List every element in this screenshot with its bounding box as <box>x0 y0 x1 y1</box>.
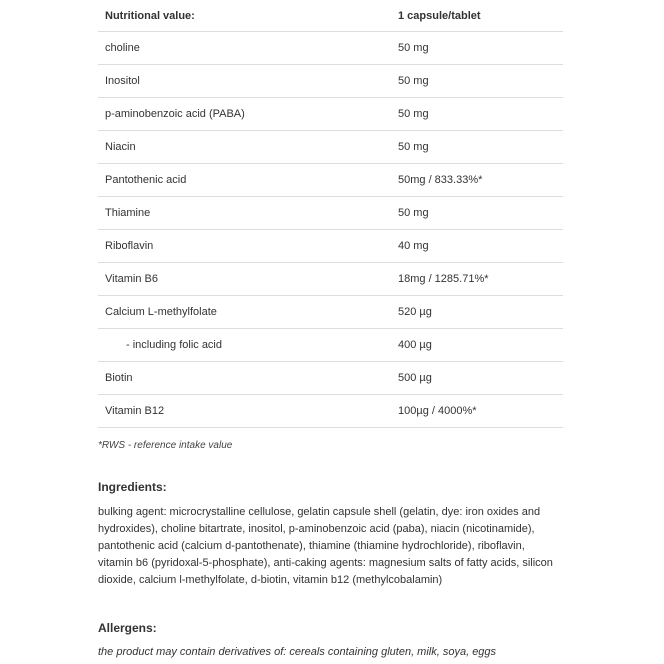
nutrient-name-cell: Inositol <box>98 65 391 98</box>
nutrient-name-cell: Biotin <box>98 362 391 395</box>
nutrient-amount-cell: 40 mg <box>391 230 563 263</box>
nutrient-amount-cell: 50 mg <box>391 131 563 164</box>
table-row <box>98 230 563 263</box>
allergens-text: the product may contain derivatives of: cereals containing gluten, milk, soya, eggs <box>98 646 497 658</box>
column-header-nutrient: Nutritional value: <box>98 0 391 32</box>
nutrient-name-cell: Pantothenic acid <box>98 164 391 197</box>
ingredients-heading: Ingredients: <box>98 480 167 494</box>
nutrient-amount-cell: 500 µg <box>391 362 563 395</box>
nutrient-amount-cell: 50 mg <box>391 32 563 65</box>
table-row <box>98 32 563 65</box>
nutrient-name-cell: Thiamine <box>98 197 391 230</box>
nutrient-name-cell: Vitamin B6 <box>98 263 391 296</box>
nutrient-name-cell: Vitamin B12 <box>98 395 391 428</box>
column-header-amount: 1 capsule/tablet <box>391 0 563 32</box>
table-row <box>98 98 563 131</box>
nutrient-name-cell: Riboflavin <box>98 230 391 263</box>
nutrient-name-cell: - including folic acid <box>98 329 391 362</box>
nutrient-amount-cell: 100µg / 4000%* <box>391 395 563 428</box>
table-row <box>98 263 563 296</box>
allergens-heading: Allergens: <box>98 621 157 635</box>
table-row <box>98 197 563 230</box>
table-row <box>98 131 563 164</box>
nutrient-amount-cell: 50 mg <box>391 197 563 230</box>
nutrient-amount-cell: 50mg / 833.33%* <box>391 164 563 197</box>
table-row <box>98 296 563 329</box>
ingredients-text: bulking agent: microcrystalline cellulose, gelatin capsule shell (gelatin, dye: iron oxides and hydroxides), choline bitartrate, inositol, p-aminobenzoic acid (paba), niacin (nicotinamide), pantothenic acid (calcium d-pantothenate), thiamine (thiamine hydrochloride), riboflavin, vitamin b6 (pyridoxal-5-phosphate), anti-caking agents: magnesium salts of fatty acids, silicon dioxide, calcium l-methylfolate, d-biotin, vitamin b12 (methylcobalamin) <box>98 506 553 586</box>
table-row <box>98 395 563 428</box>
nutrient-name-cell: Niacin <box>98 131 391 164</box>
nutrient-name-cell: p-aminobenzoic acid (PABA) <box>98 98 391 131</box>
table-row <box>98 65 563 98</box>
nutrient-amount-cell: 18mg / 1285.71%* <box>391 263 563 296</box>
table-row <box>98 329 563 362</box>
table-row <box>98 362 563 395</box>
nutrient-amount-cell: 50 mg <box>391 65 563 98</box>
nutrient-name-cell: Calcium L-methylfolate <box>98 296 391 329</box>
nutrition-table <box>98 0 563 428</box>
nutrient-amount-cell: 50 mg <box>391 98 563 131</box>
footnote: *RWS - reference intake value <box>98 440 233 451</box>
table-header-row <box>98 0 563 32</box>
table-row <box>98 164 563 197</box>
nutrient-amount-cell: 400 µg <box>391 329 563 362</box>
nutrition-table-body <box>98 32 563 428</box>
nutrient-amount-cell: 520 µg <box>391 296 563 329</box>
nutrient-name-cell: choline <box>98 32 391 65</box>
